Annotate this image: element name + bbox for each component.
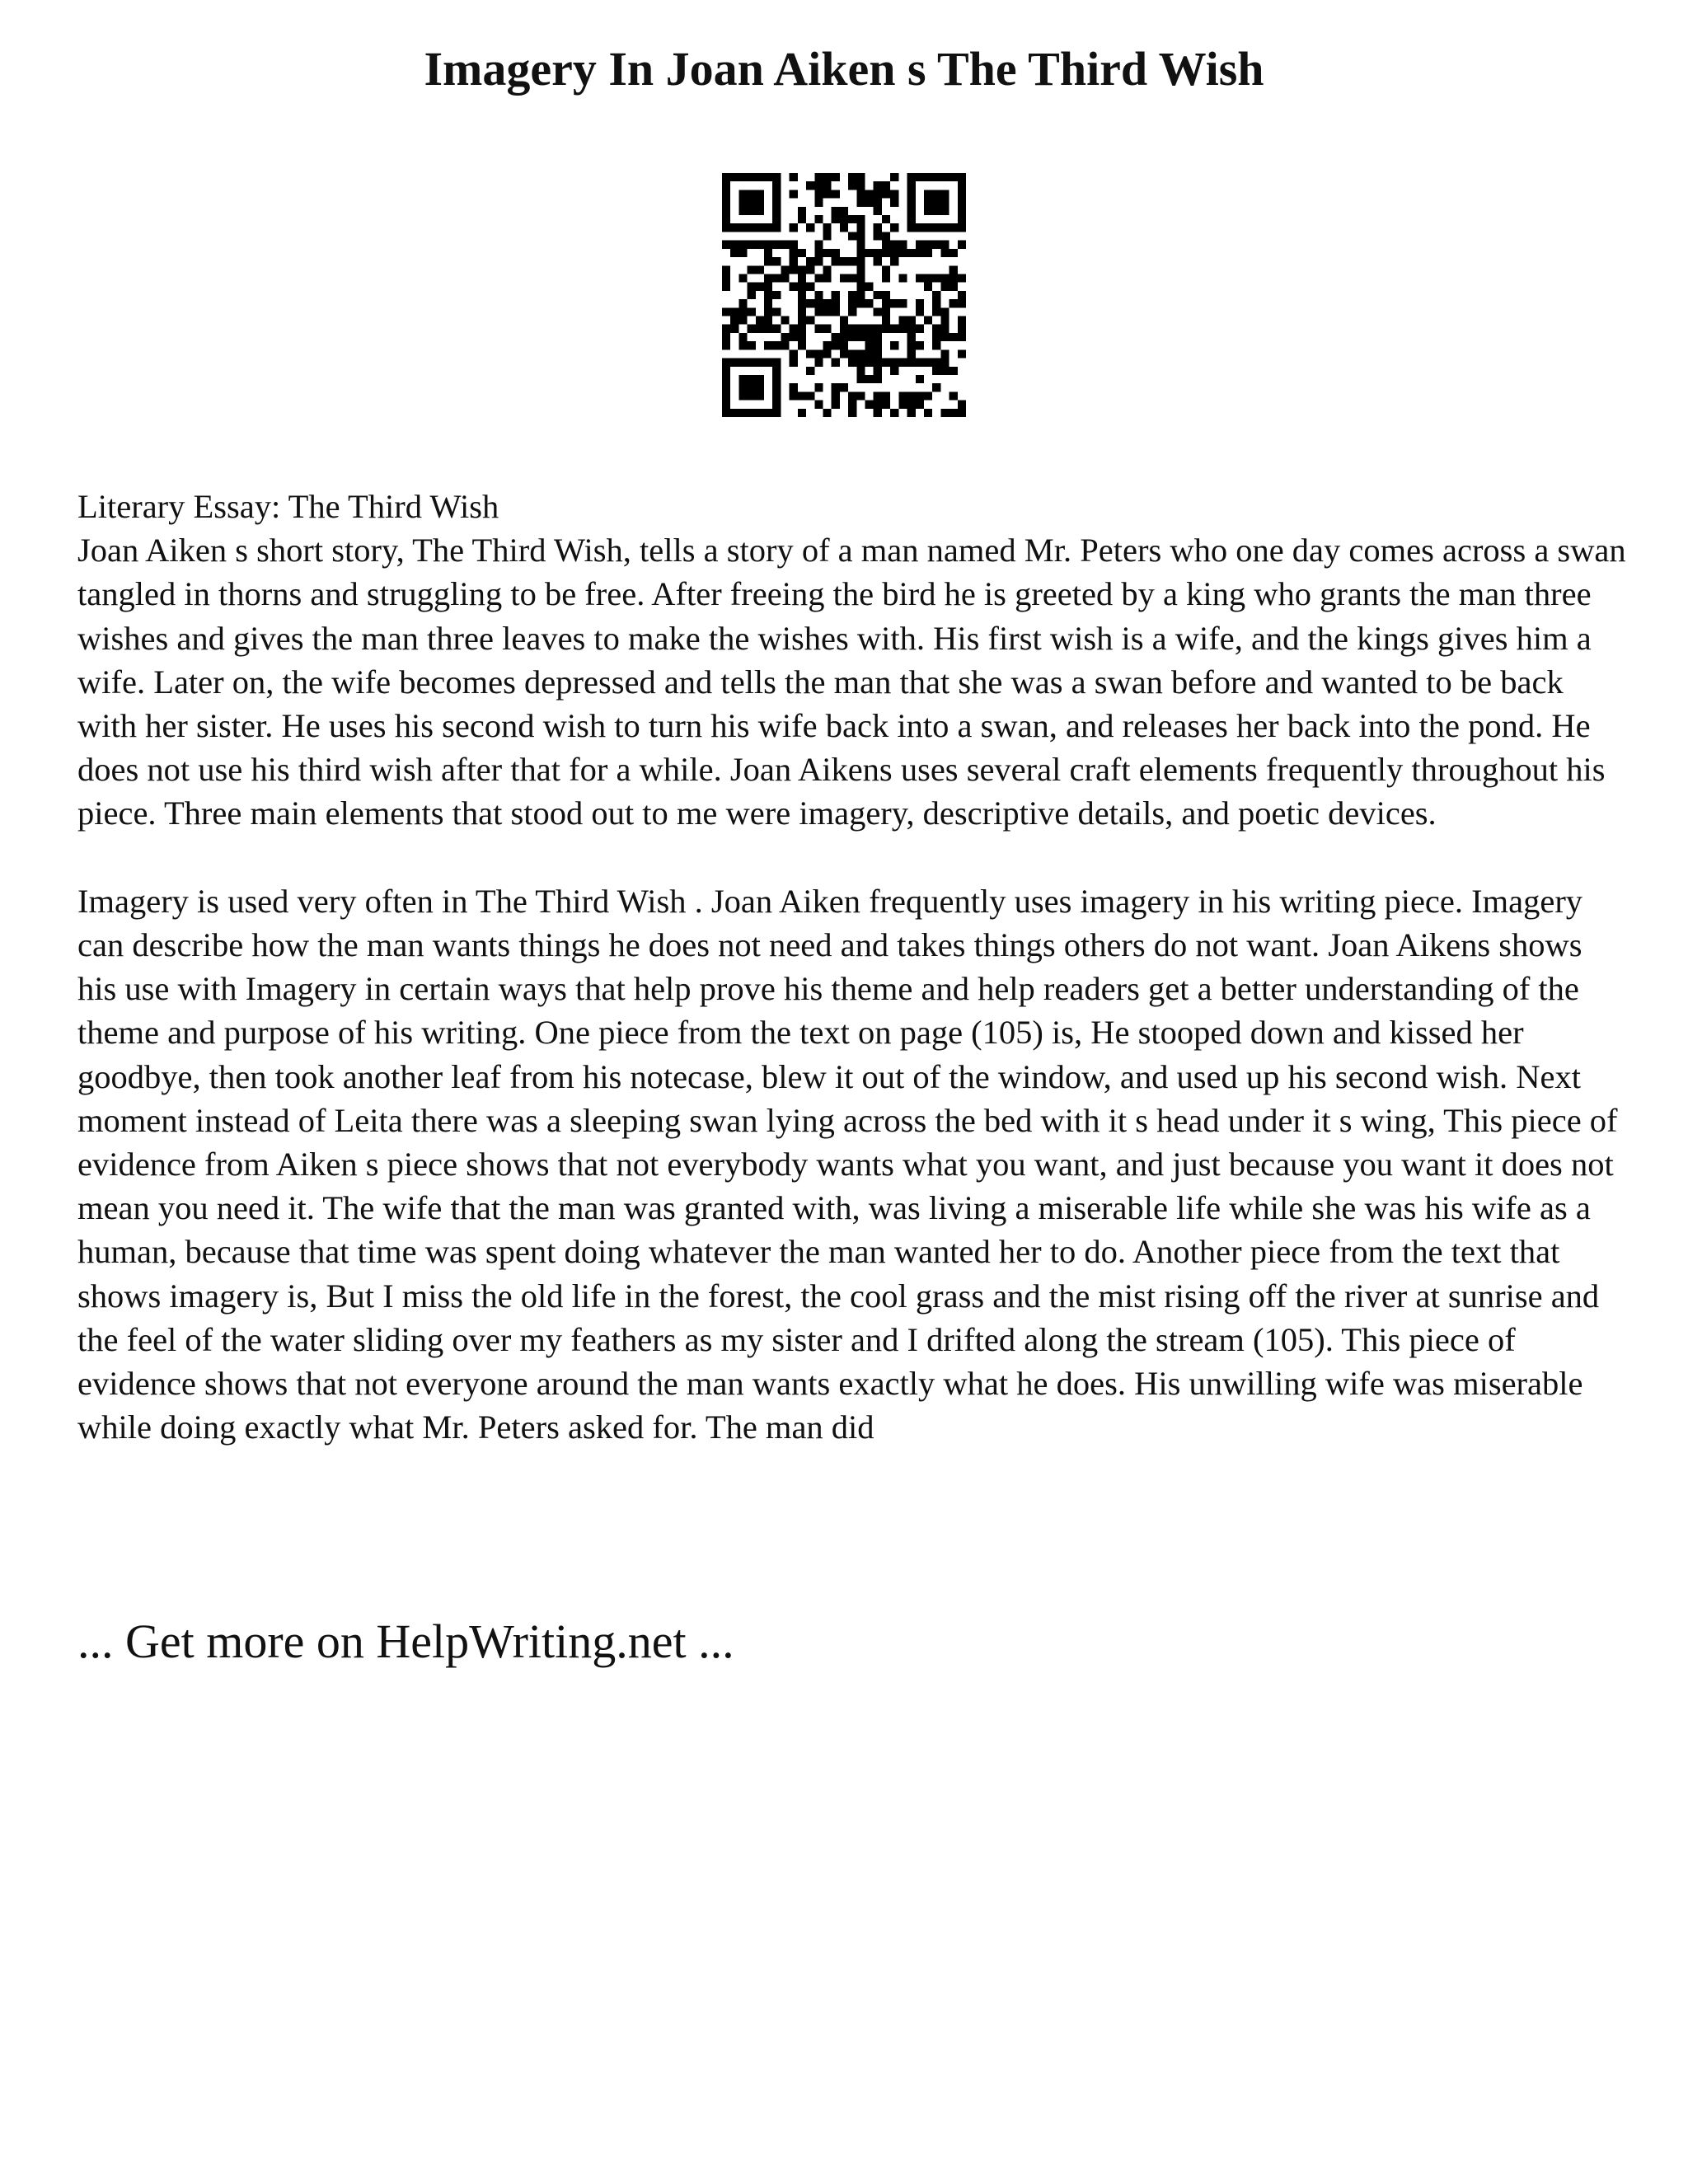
essay-body bbox=[77, 485, 1627, 1449]
essay-heading: Literary Essay: The Third Wish bbox=[77, 488, 499, 525]
qr-code-icon bbox=[722, 173, 966, 417]
get-more-link[interactable]: ... Get more on HelpWriting.net ... bbox=[77, 1615, 734, 1668]
essay-paragraph-1: Joan Aiken s short story, The Third Wish, tells a story of a man named Mr. Peters who one day comes across a swan tangled in thorns and struggling to be free. After freeing the bird he is greeted by a king who grants the man three wishes and gives the man three leaves to make the wishes with. His first wish is a wife, and the kings gives him a wife. Later on, the wife becomes depressed and tells the man that she was a swan before and wanted to be back with her sister. He uses his second wish to turn his wife back into a swan, and releases her back into the pond. He does not use his third wish after that for a while. Joan Aikens uses several craft elements frequently throughout his piece. Three main elements that stood out to me were imagery, descriptive details, and poetic devices. bbox=[77, 532, 1626, 832]
page-title: Imagery In Joan Aiken s The Third Wish bbox=[424, 42, 1264, 96]
essay-paragraph-2: Imagery is used very often in The Third Wish . Joan Aiken frequently uses imagery in his writing piece. Imagery can describe how the man wants things he does not need and takes things others do not want. Joan Aikens shows his use with Imagery in certain ways that help prove his theme and help readers get a better understanding of the theme and purpose of his writing. One piece from the text on page (105) is, He stooped down and kissed her goodbye, then took another leaf from his notecase, blew it out of the window, and used up his second wish. Next moment instead of Leita there was a sleeping swan lying across the bed with it s head under it s wing, This piece of evidence from Aiken s piece shows that not everybody wants what you want, and just because you want it does not mean you need it. The wife that the man was granted with, was living a miserable life while she was his wife as a human, because that time was spent doing whatever the man wanted her to do. Another piece from the text that shows imagery is, But I miss the old life in the forest, the cool grass and the mist rising off the river at sunrise and the feel of the water sliding over my feathers as my sister and I drifted along the stream (105). This piece of evidence shows that not everyone around the man wants exactly what he does. His unwilling wife was miserable while doing exactly what Mr. Peters asked for. The man did bbox=[77, 882, 1618, 1446]
